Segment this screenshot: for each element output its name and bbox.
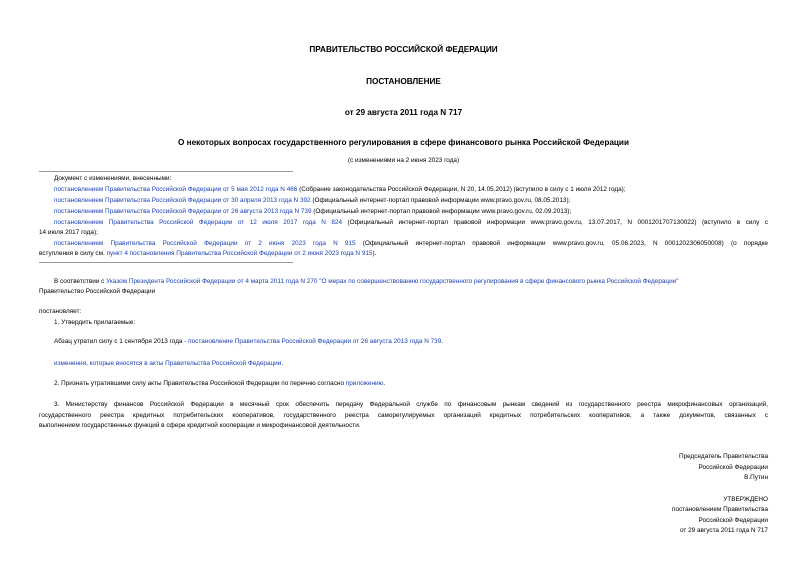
document-title: О некоторых вопросах государственного регулирования в сфере финансового рынка Российской Федерации (178, 138, 629, 147)
item-3-line: 3. Министерству финансов Российской Федерации в месячный срок обеспечить передачу Федеральной службе по финансовым рынкам сведений из государственного реестра микрофинансовых организаций, (54, 401, 768, 408)
amendment-link[interactable]: постановлением Правительства Российской Федерации от 5 мая 2012 года N 466 (54, 186, 298, 193)
amendments-top-rule (39, 171, 293, 172)
document-date-number: от 29 августа 2011 года N 717 (344, 108, 463, 117)
repeal-decree-link[interactable]: постановление Правительства Российской Федерации от 26 августа 2013 года N 739 (188, 338, 442, 345)
approved-heading: УТВЕРЖДЕНО (723, 496, 768, 503)
amendment-line (54, 239, 768, 248)
amendment-source: (Собрание законодательства Российской Федерации, N 20, 14.05.2012) (вступило в силу с 1 июля 2012 года); (297, 186, 626, 193)
item-1: 1. Утвердить прилагаемые: (54, 319, 136, 326)
appendix-link[interactable]: приложению (345, 380, 384, 387)
amendment-link[interactable]: постановлением Правительства Российской Федерации от 30 апреля 2013 года N 392 (54, 197, 311, 204)
item-3-line: выполнением государственных функций в сфере кредитной кооперации и микрофинансовой деятельности. (39, 422, 361, 429)
amendment-source: (Официальный интернет-портал правовой информации www.pravo.gov.ru, 02.09.2013); (311, 208, 572, 215)
amendment-source: (Официальный интернет-портал правовой информации www.pravo.gov.ru, 05.06.2023, N 0001202306050008) (о порядке (355, 240, 768, 247)
amendment-continuation: 14 июля 2017 года); (39, 229, 98, 236)
approved-line: постановлением Правительства (672, 506, 768, 513)
approved-line: Российской Федерации (698, 517, 768, 524)
amendment-link[interactable]: постановлением Правительства Российской Федерации от 26 августа 2013 года N 739 (54, 208, 312, 215)
preamble-continuation: Правительство Российской Федерации (39, 288, 156, 295)
document-type: ПОСТАНОВЛЕНИЕ (366, 77, 441, 86)
signature-title: Председатель Правительства (679, 453, 768, 460)
approved-line: от 29 августа 2011 года N 717 (679, 527, 768, 534)
item-3-line: государственного реестра кредитных потребительских кооперативов, государственного реестра саморегулируемых организаций кредитных потребительских кооперативов, а также документов, связанных с (39, 412, 768, 419)
amendment-line (54, 196, 570, 205)
amendment-continuation: вступления в силу см. пункт 4 постановления Правительства Российской Федерации от 2 июня 2023 года N 915). (39, 250, 377, 257)
amendment-source: (Официальный интернет-портал правовой информации www.pravo.gov.ru, 08.05.2013); (310, 197, 571, 204)
amendment-source: (Официальный интернет-портал правовой информации www.pravo.gov.ru, 13.07.2017, N 0001201707130022) (вступило в силу с (342, 219, 768, 226)
amendment-line (54, 207, 571, 216)
amendment-link[interactable]: постановлением Правительства Российской Федерации от 2 июня 2023 года N 915 (54, 240, 356, 247)
signature-name: В.Путин (744, 474, 768, 481)
changes-item: изменения, которые вносятся в акты Правительства Российской Федерации. (54, 360, 284, 367)
preamble-line: В соответствии с Указом Президента Российской Федерации от 4 марта 2011 года N 270 "О мерах по совершенствованию государственного регулирования в сфере финансового рынка Российской Федерации" (54, 278, 679, 285)
signature-title: Российской Федерации (698, 464, 768, 471)
repealed-paragraph-note: Абзац утратил силу с 1 сентября 2013 года - постановление Правительства Российской Федерации от 26 августа 2013 года N 739. (54, 338, 444, 345)
changes-note: (с изменениями на 2 июня 2023 года) (347, 157, 460, 164)
government-heading: ПРАВИТЕЛЬСТВО РОССИЙСКОЙ ФЕДЕРАЦИИ (309, 45, 498, 54)
amendment-line (54, 218, 768, 227)
amendment-link[interactable]: постановлением Правительства Российской Федерации от 12 июля 2017 года N 824 (54, 219, 343, 226)
decrees-word: постановляет: (39, 308, 82, 315)
amendment-line (54, 185, 626, 194)
item-2: 2. Признать утратившими силу акты Правительства Российской Федерации по перечню согласно приложению. (54, 380, 386, 387)
effective-date-link[interactable]: пункт 4 постановления Правительства Российской Федерации от 2 июня 2023 года N 915 (106, 250, 373, 257)
amendments-bottom-rule (39, 262, 293, 263)
changes-link[interactable]: изменения, которые вносятся в акты Правительства Российской Федерации (54, 360, 282, 367)
presidential-decree-link[interactable]: Указом Президента Российской Федерации от 4 марта 2011 года N 270 "О мерах по совершенствованию государственного регулирования в сфере финансового рынка Российской Федерации" (106, 278, 679, 285)
amendments-intro: Документ с изменениями, внесенными: (54, 175, 172, 182)
